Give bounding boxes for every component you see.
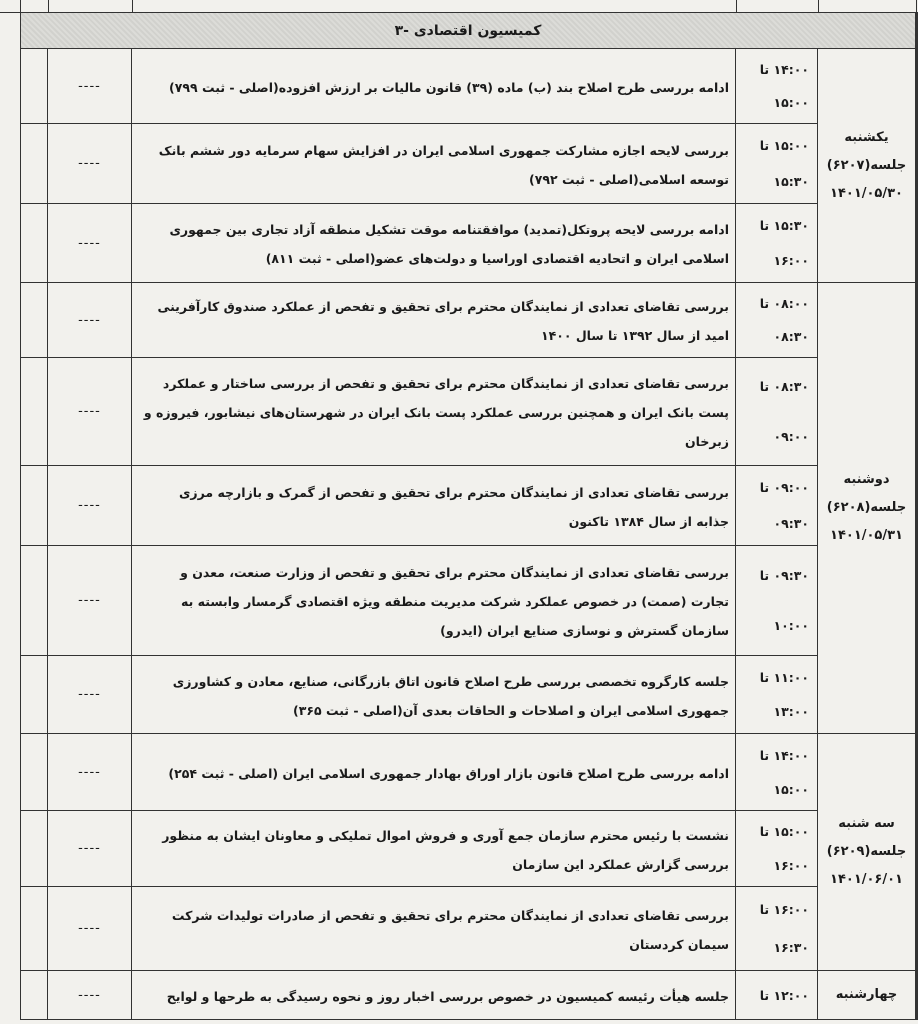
table-row (20, 124, 818, 204)
table-row (20, 734, 818, 811)
blank-cell (20, 887, 48, 970)
table-row (20, 49, 818, 124)
time-range (736, 656, 818, 733)
agenda-description (132, 887, 736, 970)
time-to: ۱۰:۰۰ (773, 618, 809, 634)
blank-cell (20, 358, 48, 465)
blank-cell (20, 656, 48, 733)
agenda-text: ادامه بررسی لایحه پروتکل(تمدید) موافقتنامه موقت تشکیل منطقه آزاد تجاری بین جمهوری اسلامی ایران و اتحادیه اقتصادی اوراسیا و دولت‌های عضو(اصلی - ثبت ۸۱۱) (169, 222, 729, 266)
table-row (20, 546, 818, 656)
agenda-description (132, 656, 736, 733)
day-name: دوشنبه (843, 472, 890, 487)
dash-cell: ---- (48, 734, 132, 810)
time-to: ۱۶:۰۰ (773, 857, 809, 873)
agenda-text: نشست با رئیس محترم سازمان جمع آوری و فروش اموال تملیکی و معاونان ایشان به منظور بررسی گزارش عملکرد این سازمان (162, 827, 729, 872)
day-cell (818, 49, 916, 283)
time-from: ۱۱:۰۰ تا (759, 669, 809, 685)
time-from: ۱۲:۰۰ تا (759, 987, 809, 1003)
dash-cell: ---- (48, 466, 132, 545)
blank-cell (20, 971, 48, 1019)
agenda-description (132, 49, 736, 123)
dash-cell: ---- (48, 546, 132, 655)
dash-cell: ---- (48, 887, 132, 970)
time-from: ۰۸:۰۰ تا (759, 296, 809, 311)
blank-cell (20, 546, 48, 655)
time-range (736, 971, 818, 1019)
agenda-description (132, 546, 736, 655)
time-from: ۱۵:۳۰ تا (759, 218, 809, 233)
time-range (736, 124, 818, 203)
time-range (736, 283, 818, 357)
time-from: ۱۴:۰۰ تا (759, 62, 809, 77)
session-date: ۱۴۰۱/۰۶/۰۱ (830, 872, 903, 887)
table-row (20, 971, 818, 1020)
session-number: جلسه(۶۲۰۷) (826, 157, 907, 173)
blank-cell (20, 204, 48, 282)
time-range (736, 734, 818, 810)
agenda-text: جلسه هیأت رئیسه کمیسیون در خصوص بررسی اخبار روز و نحوه رسیدگی به طرحها و لوایح (166, 988, 729, 1004)
session-date: ۱۴۰۱/۰۵/۳۱ (830, 528, 903, 543)
agenda-text: جلسه کارگروه تخصصی بررسی طرح اصلاح قانون اتاق بازرگانی، صنایع، معادن و کشاورزی جمهوری اسلامی ایران و اصلاحات و الحاقات بعدی آن(اصلی - ثبت ۳۶۵) (172, 673, 729, 718)
agenda-description (132, 971, 736, 1019)
blank-cell (20, 49, 48, 123)
time-from: ۱۵:۰۰ تا (759, 138, 809, 154)
dash-cell: ---- (48, 656, 132, 733)
agenda-text: ادامه بررسی طرح اصلاح قانون بازار اوراق بهادار جمهوری اسلامی ایران (اصلی - ثبت ۲۵۴) (168, 765, 729, 781)
agenda-description (132, 204, 736, 282)
dash-cell: ---- (48, 971, 132, 1019)
agenda-text: بررسی لایحه اجازه مشارکت جمهوری اسلامی ایران در افزایش سهام سرمایه دور ششم بانک توسعه اسلامی(اصلی - ثبت ۷۹۲) (158, 142, 729, 187)
time-from: ۱۶:۰۰ تا (759, 902, 809, 918)
time-to: ۰۹:۰۰ (773, 428, 809, 444)
time-range (736, 546, 818, 655)
table-row (20, 811, 818, 887)
time-range (736, 204, 818, 282)
time-range (736, 466, 818, 545)
time-range (736, 887, 818, 970)
day-name: یکشنبه (844, 129, 889, 145)
time-to: ۱۶:۰۰ (773, 253, 809, 268)
time-to: ۱۳:۰۰ (773, 704, 809, 720)
table-row (20, 283, 818, 358)
day-cell (818, 971, 916, 1020)
time-range (736, 49, 818, 123)
day-name: سه شنبه (838, 816, 895, 831)
agenda-description (132, 283, 736, 357)
agenda-text: بررسی تقاضای تعدادی از نمایندگان محترم برای تحقیق و تفحص از گمرک و بازارچه مرزی جذابه از سال ۱۳۸۴ تاکنون (178, 484, 729, 529)
time-from: ۰۸:۳۰ تا (759, 379, 809, 395)
time-from: ۱۵:۰۰ تا (759, 824, 809, 840)
day-cell (818, 734, 916, 971)
agenda-text: بررسی تقاضای تعدادی از نمایندگان محترم برای تحقیق و تفحص از عملکرد صندوق کارآفرینی امید از سال ۱۳۹۲ تا سال ۱۴۰۰ (157, 299, 729, 343)
session-number: جلسه(۶۲۰۸) (826, 500, 907, 515)
agenda-text: بررسی تقاضای تعدادی از نمایندگان محترم برای تحقیق و تفحص از بررسی ساختار و عملکرد پست بانک ایران و همچنین بررسی عملکرد پست بانک ایران در شهرستان‌های نیشابور، فیروزه و زبرخان (143, 376, 729, 449)
time-from: ۰۹:۳۰ تا (759, 567, 809, 583)
dash-cell: ---- (48, 811, 132, 886)
table-row (20, 887, 818, 971)
session-date: ۱۴۰۱/۰۵/۳۰ (830, 185, 903, 201)
agenda-text: بررسی تقاضای تعدادی از نمایندگان محترم برای تحقیق و تفحص از صادرات تولیدات شرکت سیمان کردستان (171, 907, 729, 952)
time-to: ۰۸:۳۰ (773, 329, 809, 344)
blank-cell (20, 283, 48, 357)
time-to: ۱۵:۰۰ (773, 781, 809, 797)
blank-cell (20, 811, 48, 886)
time-from: ۱۴:۰۰ تا (759, 747, 809, 763)
session-number: جلسه(۶۲۰۹) (826, 844, 907, 859)
section-title: ۳- کمیسیون اقتصادی (20, 12, 916, 49)
agenda-text: بررسی تقاضای تعدادی از نمایندگان محترم برای تحقیق و تفحص از وزارت صنعت، معدن و تجارت (صمت) در خصوص عملکرد شرکت مدیریت منطقه ویژه اقتصادی گرمسار وابسته به سازمان گسترش و نوسازی صنایع ایران (ایدرو) (180, 565, 729, 638)
dash-cell: ---- (48, 283, 132, 357)
time-from: ۰۹:۰۰ تا (759, 480, 809, 496)
table-row (20, 466, 818, 546)
day-cell (818, 283, 916, 734)
blank-cell (20, 466, 48, 545)
time-to: ۱۵:۰۰ (773, 95, 809, 110)
time-to: ۱۶:۳۰ (773, 939, 809, 955)
day-name: چهارشنبه (835, 987, 898, 1002)
time-range (736, 358, 818, 465)
agenda-description (132, 466, 736, 545)
agenda-text: ادامه بررسی طرح اصلاح بند (ب) ماده (۳۹) قانون مالیات بر ارزش افزوده(اصلی - ثبت ۷۹۹) (169, 79, 729, 95)
time-range (736, 811, 818, 886)
dash-cell: ---- (48, 358, 132, 465)
agenda-description (132, 734, 736, 810)
blank-cell (20, 124, 48, 203)
agenda-description (132, 358, 736, 465)
dash-cell: ---- (48, 124, 132, 203)
dash-cell: ---- (48, 49, 132, 123)
table-row (20, 656, 818, 734)
dash-cell: ---- (48, 204, 132, 282)
table-row (20, 204, 818, 283)
agenda-description (132, 124, 736, 203)
blank-cell (20, 734, 48, 810)
table-row (20, 358, 818, 466)
agenda-description (132, 811, 736, 886)
time-to: ۰۹:۳۰ (773, 515, 809, 531)
time-to: ۱۵:۳۰ (773, 173, 809, 189)
